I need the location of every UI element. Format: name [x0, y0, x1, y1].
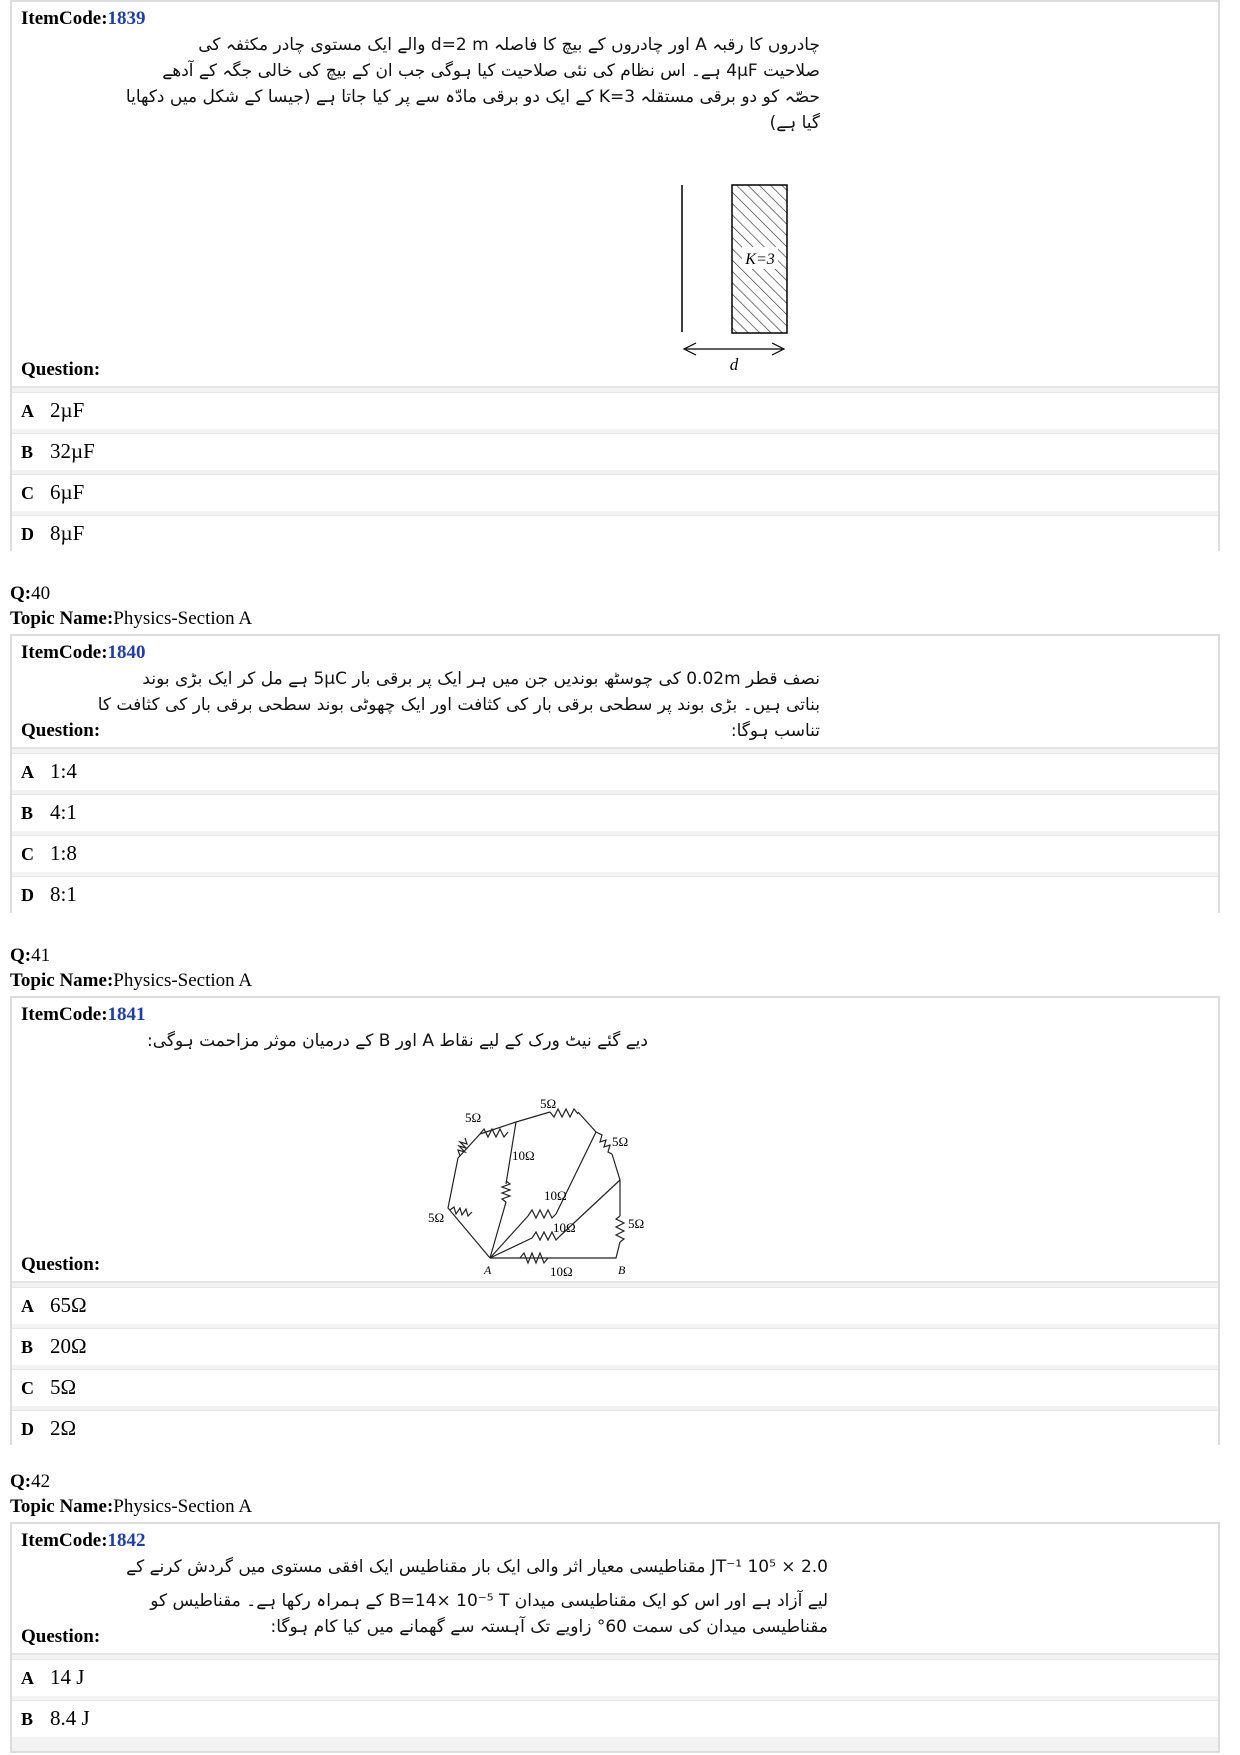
resistor-label: 5Ω	[540, 1098, 557, 1111]
question-card-1840	[10, 634, 1220, 913]
question-stem	[12, 636, 1218, 749]
option-a[interactable]	[12, 1659, 1218, 1696]
option-letter: B	[21, 803, 34, 823]
topic-name: Topic Name:Physics-Section A	[10, 970, 253, 991]
resistor-label: 10Ω	[553, 1220, 576, 1235]
stem-line: مقناطیسی میدان کی سمت 60° زاویے تک آہستہ سے گھمانے میں کیا کام ہوگا:	[270, 1617, 828, 1637]
node-label-b: B	[618, 1263, 626, 1277]
option-b[interactable]	[12, 794, 1218, 831]
item-code: ItemCode:1841	[21, 1004, 146, 1025]
dielectric-constant-label: K=3	[745, 251, 775, 268]
stem-line: صلاحیت 4µF ہے۔ اس نظام کی نئی صلاحیت کیا ہوگی جب ان کے بیچ کی خالی جگہ کے آدھے	[162, 61, 820, 81]
item-code-number: 1839	[107, 8, 146, 29]
stem-line: تناسب ہوگا:	[730, 721, 820, 741]
resistor-label: 5Ω	[428, 1210, 445, 1225]
question-card-1839	[10, 0, 1220, 551]
option-c[interactable]	[12, 474, 1218, 511]
item-code-number: 1840	[107, 642, 146, 663]
option-letter: A	[21, 762, 34, 782]
resistor-label: 5Ω	[465, 1110, 482, 1125]
option-value: 32µF	[50, 439, 95, 463]
stem-line: بناتی ہیں۔ بڑی بوند پر سطحی برقی بار کی کثافت اور ایک چھوٹی بوند سطحی برقی بار کی کثافت کا	[97, 695, 820, 715]
stem-line: حصّہ کو دو برقی مستقلہ K=3 کے ایک دو برقی مادّہ سے پر کیا جاتا ہے (جیسا کے شکل میں دکھایا	[125, 87, 820, 107]
option-b[interactable]	[12, 433, 1218, 470]
option-b[interactable]	[12, 1700, 1218, 1737]
stem-line: گیا ہے)	[769, 113, 820, 133]
question-label: Question:	[21, 720, 101, 741]
option-value: 1:4	[50, 759, 77, 783]
resistor-label: 5Ω	[612, 1134, 629, 1149]
option-a[interactable]	[12, 392, 1218, 429]
option-letter: D	[21, 885, 34, 905]
node-label-a: A	[484, 1263, 492, 1277]
stem-line: 2.0 × 10⁵ JT⁻¹ مقناطیسی معیار اثر والی ایک بار مقناطیس ایک افقی مستوی میں گردش کرنے کے	[126, 1557, 828, 1577]
option-value: 65Ω	[50, 1293, 87, 1317]
option-letter: B	[21, 1709, 34, 1729]
stem-line: چادروں کا رقبہ A اور چادروں کے بیچ کا فاصلہ d=2 m والے ایک مستوی چادر مکثفہ کی	[198, 35, 820, 55]
resistor-label: 10Ω	[512, 1148, 535, 1163]
resistor-label: 10Ω	[550, 1264, 573, 1278]
option-d[interactable]	[12, 515, 1218, 552]
question-stem	[12, 1524, 1218, 1655]
question-card-1842	[10, 1522, 1220, 1753]
item-code-number: 1841	[107, 1004, 146, 1025]
option-letter: C	[21, 844, 34, 864]
question-label: Question:	[21, 1254, 101, 1275]
option-a[interactable]	[12, 1287, 1218, 1324]
option-d[interactable]	[12, 876, 1218, 913]
option-letter: B	[21, 1337, 34, 1357]
stem-line: نصف قطر 0.02m کی چوسٹھ بوندیں جن میں ہر ایک پر برقی بار 5µC ہے مل کر ایک بڑی بوند	[142, 669, 820, 689]
option-letter: C	[21, 1378, 34, 1398]
item-code: ItemCode:1839	[21, 8, 146, 29]
distance-label: d	[729, 355, 739, 374]
option-value: 8µF	[50, 521, 85, 545]
option-letter: D	[21, 1419, 34, 1439]
option-letter: A	[21, 401, 34, 421]
option-letter: A	[21, 1668, 34, 1688]
topic-name: Topic Name:Physics-Section A	[10, 608, 253, 629]
option-value: 2µF	[50, 398, 85, 422]
item-code-number: 1842	[107, 1530, 146, 1551]
option-c[interactable]	[12, 835, 1218, 872]
question-stem	[12, 998, 1218, 1283]
question-card-1841	[10, 996, 1220, 1445]
topic-name: Topic Name:Physics-Section A	[10, 1496, 253, 1517]
resistor-label: 5Ω	[628, 1216, 645, 1231]
stem-line: دیے گئے نیٹ ورک کے لیے نقاط A اور B کے درمیان موثر مزاحمت ہوگی:	[146, 1031, 648, 1051]
option-value: 20Ω	[50, 1334, 87, 1358]
question-label: Question:	[21, 1626, 101, 1647]
option-value: 2Ω	[50, 1416, 77, 1440]
option-value: 14 J	[50, 1665, 85, 1689]
question-stem	[12, 2, 1218, 388]
resistor-network-figure	[420, 1098, 660, 1278]
option-letter: B	[21, 442, 34, 462]
option-b[interactable]	[12, 1328, 1218, 1365]
question-number: Q:42	[10, 1471, 51, 1492]
option-d[interactable]	[12, 1410, 1218, 1447]
option-letter: C	[21, 483, 34, 503]
question-label: Question:	[21, 359, 101, 380]
option-value: 8.4 J	[50, 1706, 90, 1730]
capacitor-figure	[660, 177, 820, 377]
option-letter: D	[21, 524, 34, 544]
option-value: 5Ω	[50, 1375, 77, 1399]
option-c[interactable]	[12, 1369, 1218, 1406]
option-letter: A	[21, 1296, 34, 1316]
option-value: 4:1	[50, 800, 77, 824]
question-number: Q:41	[10, 945, 51, 966]
option-a[interactable]	[12, 753, 1218, 790]
resistor-label: 10Ω	[544, 1188, 567, 1203]
stem-line: لیے آزاد ہے اور اس کو ایک مقناطیسی میدان B=14× 10⁻⁵ T کے ہمراہ رکھا ہے۔ مقناطیس کو	[150, 1591, 828, 1611]
option-value: 6µF	[50, 480, 85, 504]
item-code: ItemCode:1840	[21, 642, 146, 663]
option-value: 8:1	[50, 882, 77, 906]
item-code: ItemCode:1842	[21, 1530, 146, 1551]
option-value: 1:8	[50, 841, 77, 865]
question-number: Q:40	[10, 583, 51, 604]
